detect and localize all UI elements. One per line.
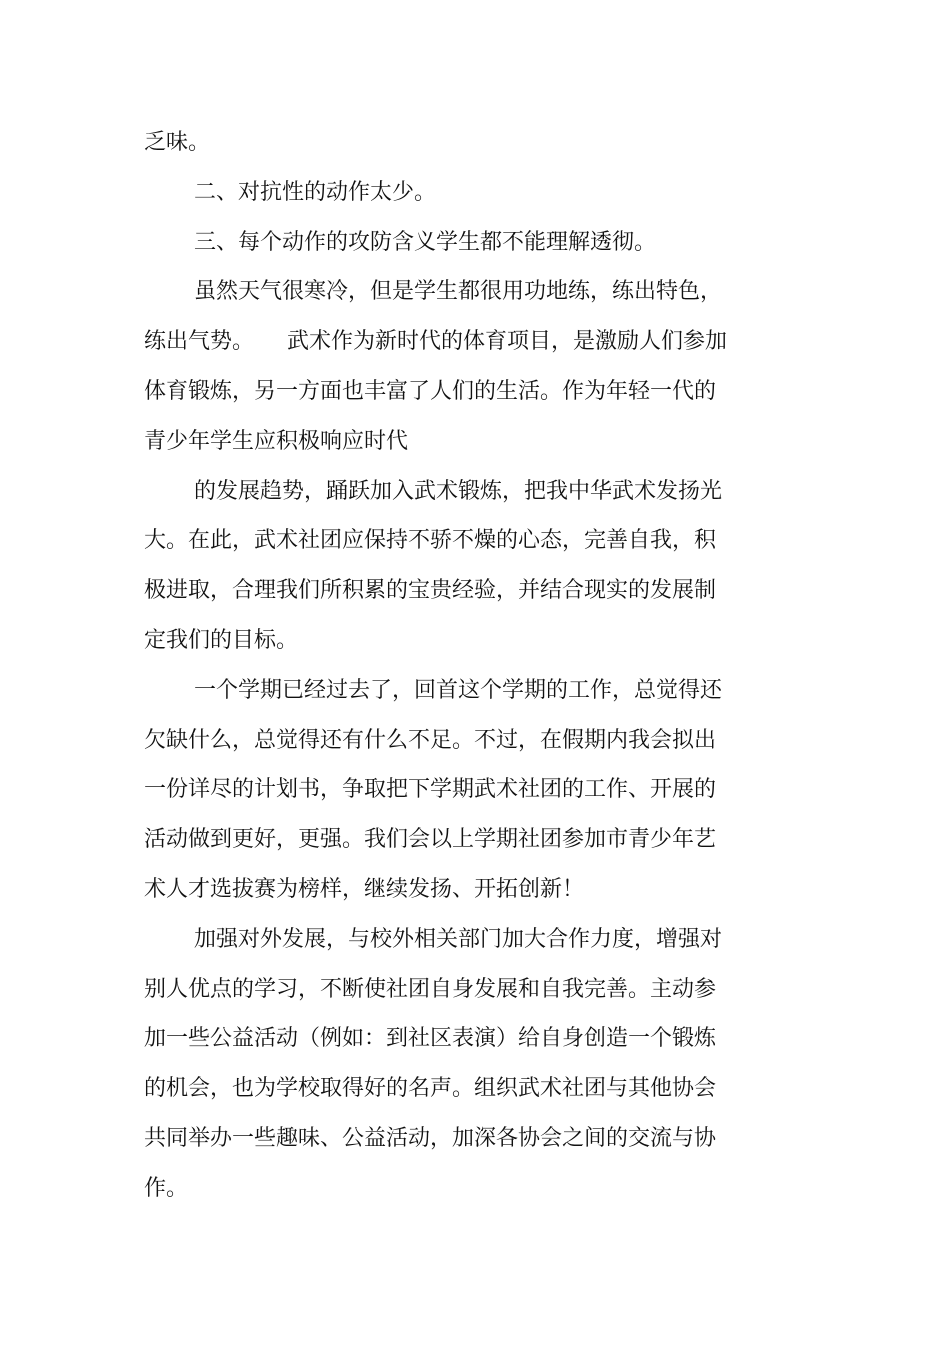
text-line: 一份详尽的计划书，争取把下学期武术社团的工作、开展的 [144,777,717,803]
text-line: 活动做到更好，更强。我们会以上学期社团参加市青少年艺 [144,827,717,853]
text-line: 加强对外发展，与校外相关部门加大合作力度，增强对 [194,926,723,952]
text-line: 体育锻炼，另一方面也丰富了人们的生活。作为年轻一代的 [144,378,717,404]
text-line: 练出气势。 武术作为新时代的体育项目，是激励人们参加 [144,329,728,355]
text-line: 术人才选拔赛为榜样，继续发扬、开拓创新！ [144,876,585,902]
text-line: 一个学期已经过去了，回首这个学期的工作，总觉得还 [194,677,723,703]
text-line: 别人优点的学习，不断使社团自身发展和自我完善。主动参 [144,976,717,1002]
text-line: 青少年学生应积极响应时代 [144,428,409,454]
text-line: 的机会，也为学校取得好的名声。组织武术社团与其他协会 [144,1076,717,1102]
text-line: 共同举办一些趣味、公益活动，加深各协会之间的交流与协 [144,1125,717,1151]
text-line: 大。在此，武术社团应保持不骄不燥的心态，完善自我，积 [144,528,717,554]
text-line: 二、对抗性的动作太少。 [194,179,437,205]
text-line: 三、每个动作的攻防含义学生都不能理解透彻。 [194,229,657,255]
text-line: 欠缺什么，总觉得还有什么不足。不过，在假期内我会拟出 [144,727,717,753]
text-line: 虽然天气很寒冷，但是学生都很用功地练，练出特色， [194,279,723,305]
text-line: 加一些公益活动（例如：到社区表演）给自身创造一个锻炼 [144,1026,717,1052]
text-line: 乏味。 [144,130,211,155]
text-line: 极进取，合理我们所积累的宝贵经验，并结合现实的发展制 [144,578,717,604]
text-line: 定我们的目标。 [144,627,299,653]
document-body [144,118,764,1214]
text-line: 作。 [144,1175,189,1201]
text-line: 的发展趋势，踊跃加入武术锻炼，把我中华武术发扬光 [194,478,723,504]
